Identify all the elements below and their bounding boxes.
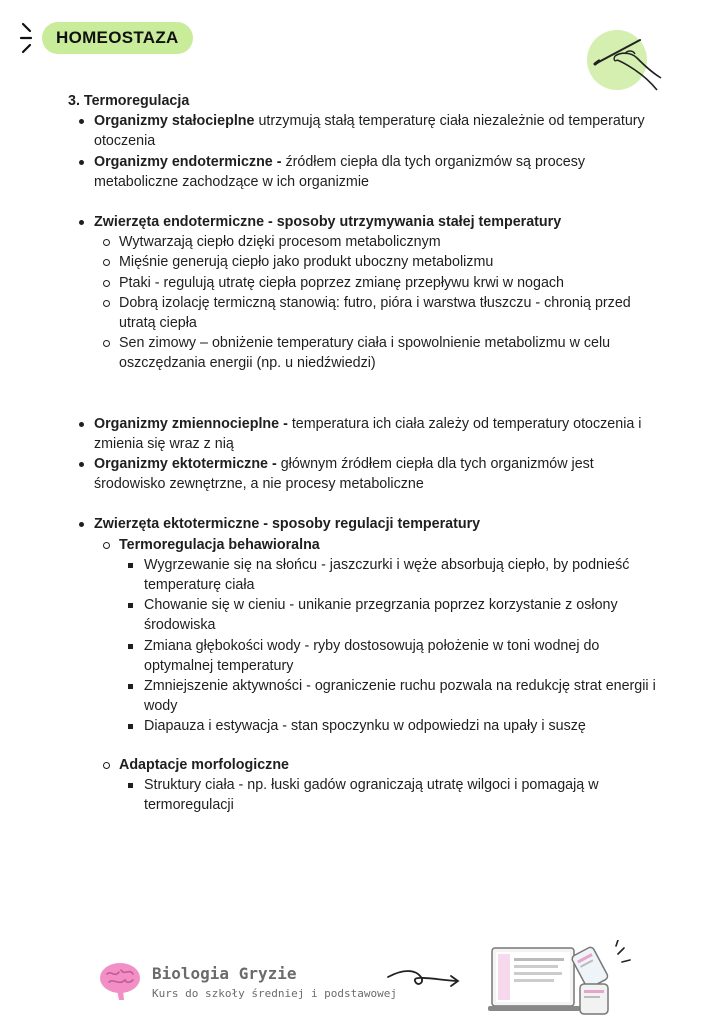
- endotherm-section: [68, 212, 658, 374]
- list-item: Zmniejszenie aktywności - ograniczenie ruchu pozwala na redukcję strat energii i wody: [119, 676, 658, 716]
- morphological-heading: Adaptacje morfologiczne: [119, 756, 289, 773]
- definition: utrzymują stałą temperaturę ciała niezależnie od temperatury otoczenia: [94, 113, 645, 150]
- list-item: [94, 755, 658, 816]
- term: Organizmy stałocieplne: [94, 113, 255, 130]
- list-item: Sen zimowy – obniżenie temperatury ciała i spowolnienie metabolizmu w celu oszczędzania energii (np. u niedźwiedzi): [94, 333, 658, 373]
- ectotherm-heading: Zwierzęta ektotermiczne - sposoby regulacji temperatury: [94, 516, 481, 533]
- brain-logo-icon: [97, 960, 143, 1002]
- definition: głównym źródłem ciepła dla tych organizmów jest środowisko zewnętrzne, a nie procesy metaboliczne: [94, 456, 594, 493]
- list-item: Chowanie się w cieniu - unikanie przegrzania poprzez korzystanie z osłony środowiska: [119, 595, 658, 635]
- warm-blooded-list: [68, 111, 658, 192]
- list-item: [68, 514, 658, 815]
- list-item: [68, 212, 658, 374]
- endotherm-heading: Zwierzęta endotermiczne - sposoby utrzymywania stałej temperatury: [94, 214, 562, 231]
- list-item: Struktury ciała - np. łuski gadów ograniczają utratę wilgoci i pomagają w termoregulacji: [119, 775, 658, 815]
- burst-lines-icon: [18, 20, 42, 56]
- list-item: Wygrzewanie się na słońcu - jaszczurki i węże absorbują ciepło, by podnieść temperaturę ciała: [119, 555, 658, 595]
- list-item: [68, 111, 658, 151]
- list-item: [68, 414, 658, 454]
- curly-arrow-icon: [385, 965, 465, 995]
- section-title: 3. Termoregulacja: [68, 93, 190, 109]
- definition: temperatura ich ciała zależy od temperatury otoczenia i zmienia się wraz z nią: [94, 415, 642, 452]
- term: Organizmy zmiennocieplne -: [94, 415, 288, 432]
- ectotherm-methods-list: [94, 535, 658, 816]
- list-item: Diapauza i estywacja - stan spoczynku w odpowiedzi na upały i suszę: [119, 716, 658, 736]
- list-item: [94, 535, 658, 755]
- list-item: [68, 152, 658, 192]
- ectotherm-section: [68, 514, 658, 815]
- main-content: [68, 91, 658, 815]
- list-item: Wytwarzają ciepło dzięki procesom metabolicznym: [94, 232, 658, 252]
- cold-blooded-list: [68, 414, 658, 495]
- page-title-badge: [42, 22, 193, 54]
- list-item: [68, 454, 658, 494]
- term: Organizmy ektotermiczne -: [94, 456, 277, 473]
- page-title: HOMEOSTAZA: [56, 28, 179, 47]
- list-item: Zmiana głębokości wody - ryby dostosowują położenie w toni wodnej do optymalnej temperatury: [119, 636, 658, 676]
- term: Organizmy endotermiczne -: [94, 153, 282, 170]
- behavioral-list: [119, 555, 658, 737]
- endotherm-methods-list: [94, 232, 658, 373]
- behavioral-heading: Termoregulacja behawioralna: [119, 536, 320, 553]
- list-item: Dobrą izolację termiczną stanowią: futro, pióra i warstwa tłuszczu - chronią przed utratą ciepła: [94, 293, 658, 333]
- definition: źródłem ciepła dla tych organizmów są procesy metaboliczne zachodzące w ich organizmie: [94, 153, 586, 190]
- list-item: Ptaki - regulują utratę ciepła poprzez zmianę przepływu krwi w nogach: [94, 273, 658, 293]
- morphological-list: [119, 775, 658, 815]
- hand-writing-pen-icon: [585, 26, 665, 96]
- brand-subtitle: Kurs do szkoły średniej i podstawowej: [152, 987, 398, 1000]
- brand-name: Biologia Gryzie: [152, 964, 297, 983]
- list-item: Mięśnie generują ciepło jako produkt uboczny metabolizmu: [94, 252, 658, 272]
- devices-icon: [488, 940, 638, 1018]
